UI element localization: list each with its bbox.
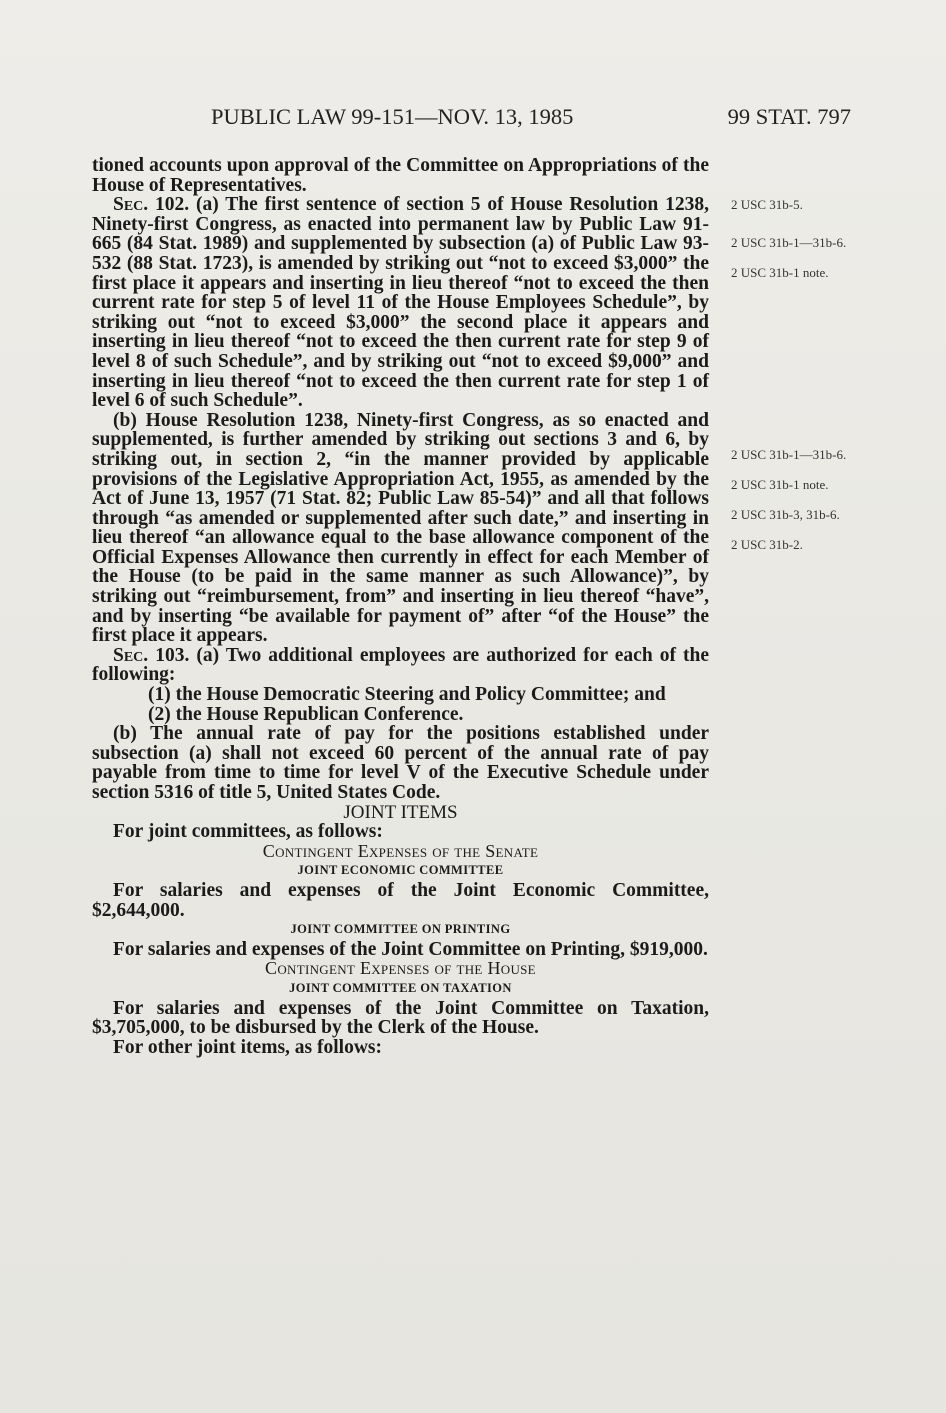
margin-note: 2 USC 31b-1 note. <box>731 477 829 492</box>
joint-committee-taxation-heading: JOINT COMMITTEE ON TAXATION <box>289 980 512 995</box>
paragraph-text: 102. (a) The first sentence of section 5 of House Resolution 1238, Ninety-first Congress, as enacted into permanent law by Public Law 91-665 (84 Stat. 1989) and supplemented by subsection (a) of Public Law 93-532 (88 Stat. 1723), is amended by striking out “not to exceed $3,000” the first place it appears and inserting in lieu thereof “not to exceed the then current rate for step 5 of level 11 of the House Employees Schedule”, by striking out “not to exceed $3,000” the second place it appears and inserting in lieu thereof “not to exceed the then current rate for step 9 of level 8 of such Schedule”, and by striking out “not to exceed $9,000” and inserting in lieu thereof “not to exceed the then current rate for step 1 of level 6 of such Schedule”. <box>92 194 709 412</box>
margin-note: 2 USC 31b-1 note. <box>731 265 829 280</box>
joint-committee-printing-heading: JOINT COMMITTEE ON PRINTING <box>290 922 511 937</box>
page-number: 99 STAT. 797 <box>727 104 851 129</box>
margin-note: 2 USC 31b-3, 31b-6. <box>731 507 840 522</box>
margin-note: 2 USC 31b-1—31b-6. <box>731 235 847 250</box>
paragraph-jec: For salaries and expenses of the Joint Economic Committee, $2,644,000. <box>92 879 709 921</box>
margin-note: 2 USC 31b-1—31b-6. <box>731 447 847 462</box>
section-label: Sec. <box>113 194 149 216</box>
paragraph-sec-103-a <box>92 646 709 685</box>
margin-note: 2 USC 31b-5. <box>731 197 803 212</box>
running-title: PUBLIC LAW 99-151—NOV. 13, 1985 <box>211 104 574 129</box>
joint-economic-committee-heading: JOINT ECONOMIC COMMITTEE <box>297 863 504 878</box>
paragraph-jct: For salaries and expenses of the Joint Committee on Taxation, $3,705,000, to be disbursed by the Clerk of the House. <box>92 997 709 1039</box>
paragraph-text: 103. (a) Two additional employees are authorized for each of the following: <box>92 644 709 686</box>
margin-note: 2 USC 31b-2. <box>731 537 803 552</box>
contingent-house-heading: Contingent Expenses of the House <box>265 958 536 979</box>
list-item: (1) the House Democratic Steering and Policy Committee; and <box>148 684 666 706</box>
section-label: Sec. <box>113 644 149 666</box>
list-item: (2) the House Republican Conference. <box>148 703 464 725</box>
document-body <box>92 156 709 1057</box>
paragraph-other-joint: For other joint items, as follows: <box>113 1036 382 1058</box>
paragraph-joint-intro: For joint committees, as follows: <box>113 821 383 843</box>
paragraph-sec-102-a <box>92 195 709 411</box>
paragraph-jcp: For salaries and expenses of the Joint Committee on Printing, $919,000. <box>113 938 708 960</box>
contingent-senate-heading: Contingent Expenses of the Senate <box>262 840 539 861</box>
paragraph-sec-102-b: (b) House Resolution 1238, Ninety-first Congress, as so enacted and supplemented, is further amended by striking out sections 3 and 6, by striking out, in section 2, “in the manner provided by applicable provisions of the Legislative Appropriation Act, 1955, as amended by the Act of June 13, 1957 (71 Stat. 82; Public Law 85-54)” and all that follows through “as amended or supplemented after such date,” and inserting in lieu thereof “an allowance equal to the base allowance component of the Official Expenses Allowance then currently in effect for each Member of the House (to be paid in the same manner as such Allowance)”, by striking out “reimbursement, from” and inserting in lieu thereof “have”, and by inserting “be available for payment of” after “of the House” the first place it appears. <box>92 409 709 647</box>
paragraph-sec-103-b: (b) The annual rate of pay for the positions established under subsection (a) shall not exceed 60 percent of the annual rate of pay payable from time to time for level V of the Executive Schedule under section 5316 of title 5, United States Code. <box>92 723 709 803</box>
paragraph-continued: tioned accounts upon approval of the Committee on Appropriations of the House of Representatives. <box>92 155 709 196</box>
joint-items-heading: JOINT ITEMS <box>343 801 458 823</box>
